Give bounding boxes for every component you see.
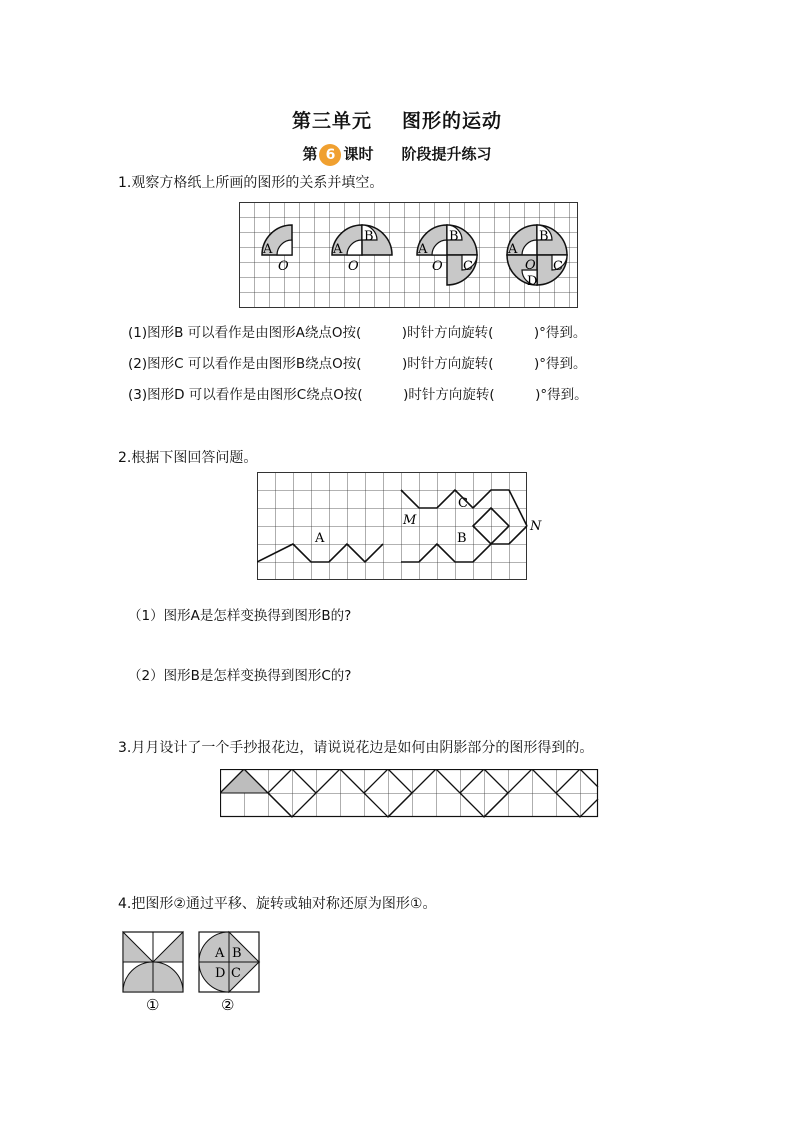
q1-label-a: A	[418, 242, 428, 257]
q2-prompt: 2.根据下图回答问题。	[118, 450, 258, 466]
q4-caption-2: ②	[221, 996, 235, 1014]
q1-label-o: O	[432, 259, 443, 274]
q1-label-o: O	[525, 258, 536, 273]
q4-label-a: A	[215, 946, 225, 961]
q3-prompt: 3.月月设计了一个手抄报花边，请说说花边是如何由阴影部分的图形得到的。	[118, 740, 594, 756]
q1-label-d: D	[527, 274, 538, 289]
q1-sub-3: (3)图形D 可以看作是由图形C绕点O按( )时针方向旋转( )°得到。	[128, 387, 588, 403]
q2-sub-1: （1）图形A是怎样变换得到图形B的?	[128, 608, 352, 624]
q4-label-c: C	[231, 966, 241, 981]
q2-label-b: B	[457, 531, 467, 546]
q4-label-d: D	[215, 966, 226, 981]
q1-label-c: C	[463, 259, 473, 274]
q4-figure-2	[199, 932, 259, 992]
q1-label-b: B	[539, 229, 549, 244]
q2-grid-figure	[257, 472, 547, 582]
lesson-name: 阶段提升练习	[401, 145, 492, 163]
q4-prompt: 4.把图形②通过平移、旋转或轴对称还原为图形①。	[118, 896, 437, 912]
q1-label-a: A	[333, 242, 343, 257]
unit-title	[0, 106, 794, 133]
q2-sub-2: （2）图形B是怎样变换得到图形C的?	[128, 668, 352, 684]
q2-label-c: C	[458, 496, 468, 511]
q4-label-b: B	[232, 946, 242, 961]
unit-name-text: 图形的运动	[402, 110, 503, 132]
lesson-suffix: 课时	[343, 145, 374, 163]
q1-label-c: C	[553, 259, 563, 274]
q1-label-a: A	[263, 242, 273, 257]
q4-caption-1: ①	[146, 996, 160, 1014]
q1-label-o: O	[348, 259, 359, 274]
q1-label-b: B	[449, 229, 459, 244]
q4-figures	[122, 930, 262, 1014]
lesson-prefix: 第	[302, 145, 318, 163]
unit-title-text: 第三单元	[291, 110, 372, 132]
q4-figure-1	[123, 932, 183, 992]
q3-border-pattern	[220, 769, 600, 819]
q1-prompt: 1.观察方格纸上所画的图形的关系并填空。	[118, 175, 384, 191]
q2-label-a: A	[315, 531, 325, 546]
q1-sub-1: (1)图形B 可以看作是由图形A绕点O按( )时针方向旋转( )°得到。	[128, 325, 587, 341]
q1-label-o: O	[278, 259, 289, 274]
q1-label-a: A	[508, 242, 518, 257]
q1-label-b: B	[364, 229, 374, 244]
q2-label-m: M	[403, 513, 417, 528]
lesson-subtitle	[0, 143, 794, 166]
q2-label-n: N	[530, 519, 542, 534]
q1-grid-figure	[239, 202, 578, 308]
lesson-number-badge: 6	[319, 144, 341, 166]
q1-sub-2: (2)图形C 可以看作是由图形B绕点O按( )时针方向旋转( )°得到。	[128, 356, 587, 372]
